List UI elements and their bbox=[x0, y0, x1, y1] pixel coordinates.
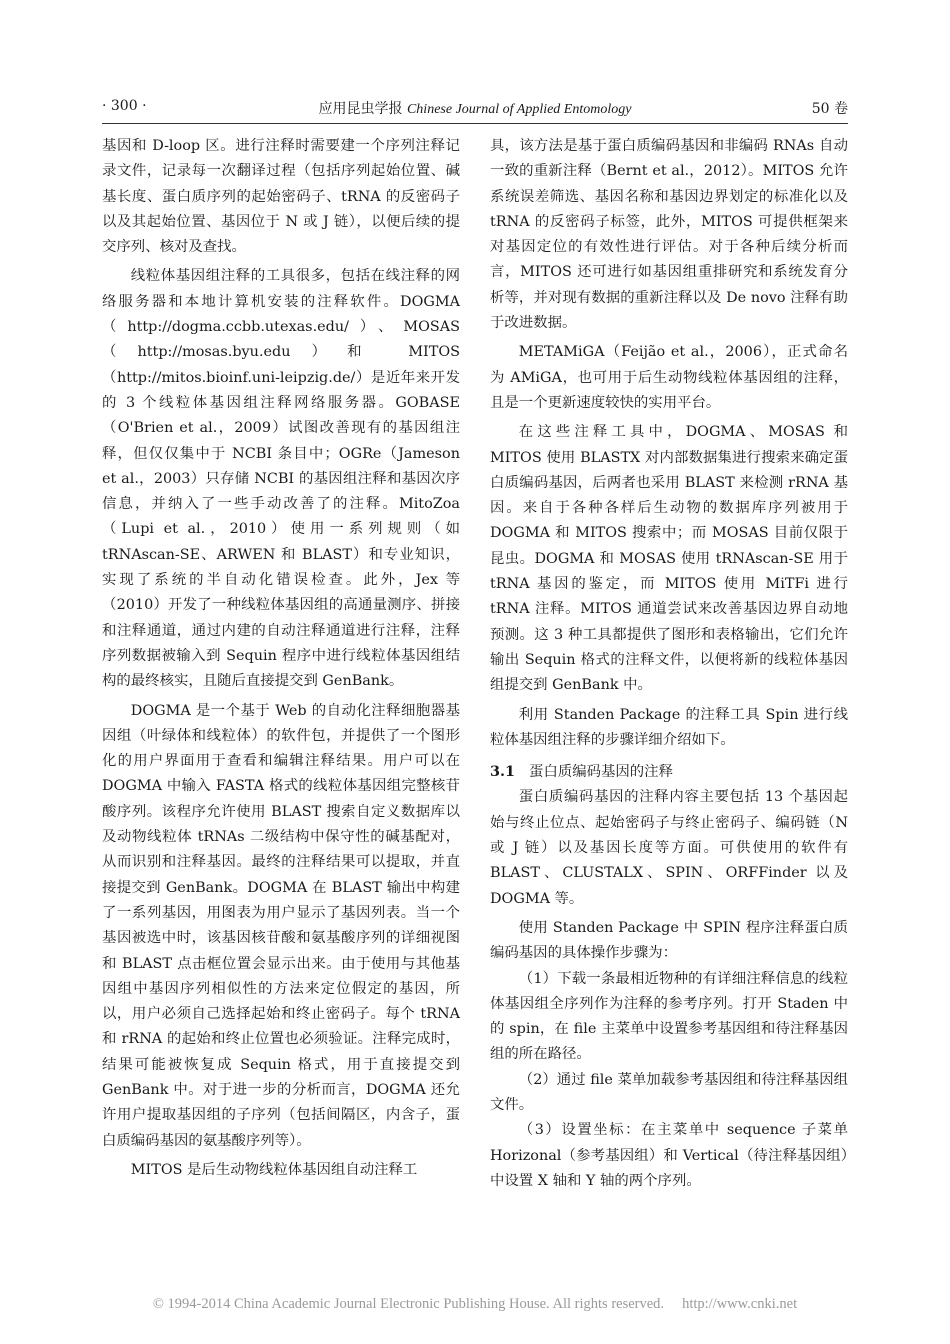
paragraph: 在这些注释工具中，DOGMA、MOSAS 和 MITOS 使用 BLASTX 对内部数据集进行搜索来确定蛋白质编码基因，后两者也采用 BLAST 来检测 rRNA 基因。来自于各种各样后生动物的数据库序列被用于 DOGMA 和 MITOS 搜索中；而 MOSAS 目前仅限于昆虫。DOGMA 和 MOSAS 使用 tRNAscan-SE 用于 tRNA 基因的鉴定，而 MITOS 使用 MiTFi 进行 tRNA 注释。MITOS 通道尝试来改善基因边界自动地预测。这 3 种工具都提供了图形和表格输出，它们允许输出 Sequin 格式的注释文件，以便将新的线粒体基因组提交到 GenBank 中。 bbox=[490, 424, 848, 694]
section-number: 3.1 bbox=[490, 763, 516, 781]
section-title: 蛋白质编码基因的注释 bbox=[529, 764, 673, 781]
right-column bbox=[490, 134, 848, 1194]
journal-title-cn: 应用昆虫学报 bbox=[318, 101, 403, 117]
paragraph: 具，该方法是基于蛋白质编码基因和非编码 RNAs 自动一致的重新注释（Bernt et al.，2012）。MITOS 允许系统误差筛选、基因名称和基因边界划定的标准化以及 tRNA 的反密码子标签，此外，MITOS 可提供框架来对基因定位的有效性进行评估。对于各种后续分析而言，MITOS 还可进行如基因组重排研究和系统发育分析等，并对现有数据的重新注释以及 De novo 注释有助于改进数据。 bbox=[490, 138, 848, 332]
footer-url: http://www.cnki.net bbox=[682, 1296, 798, 1312]
journal-title bbox=[102, 98, 848, 118]
paragraph: 蛋白质编码基因的注释内容主要包括 13 个基因起始与终止位点、起始密码子与终止密码子、编码链（N 或 J 链）以及基因长度等方面。可供使用的软件有 BLAST、CLUSTALX、SPIN、ORFFinder 以及 DOGMA 等。 bbox=[490, 789, 848, 907]
header-rule bbox=[102, 123, 848, 124]
journal-title-en: Chinese Journal of Applied Entomology bbox=[406, 102, 632, 117]
copyright-text: © 1994-2014 China Academic Journal Electronic Publishing House. All rights reserved. bbox=[152, 1296, 665, 1312]
running-header bbox=[102, 96, 848, 122]
paragraph: DOGMA 是一个基于 Web 的自动化注释细胞器基因组（叶绿体和线粒体）的软件包，并提供了一个图形化的用户界面用于查看和编辑注释结果。用户可以在 DOGMA 中输入 FASTA 格式的线粒体基因组完整核苷酸序列。该程序允许使用 BLAST 搜索自定义数据库以及动物线粒体 tRNAs 二级结构中保守性的碱基配对，从而识别和注释基因。最终的注释结果可以提取，并直接提交到 GenBank。DOGMA 在 BLAST 输出中构建了一系列基因，用图表为用户显示了基因列表。当一个基因被选中时，该基因核苷酸和氨基酸序列的详细视图和 BLAST 点击框位置会显示出来。由于使用与其他基因组中基因序列相似性的方法来定位假定的基因，所以，用户必须自己选择起始和终止密码子。每个 tRNA 和 rRNA 的起始和终止位置也必须验证。注释完成时，结果可能被恢复成 Sequin 格式，用于直接提交到 GenBank 中。对于进一步的分析而言，DOGMA 还允许用户提取基因组的子序列（包括间隔区，内含子，蛋白质编码基因的氨基酸序列等）。 bbox=[102, 702, 460, 1149]
paragraph: 使用 Standen Package 中 SPIN 程序注释蛋白质编码基因的具体操作步骤为： bbox=[490, 919, 848, 962]
paragraph: METAMiGA（Feijão et al.，2006），正式命名为 AMiGA，也可用于后生动物线粒体基因组的注释，且是一个更新速度较快的实用平台。 bbox=[490, 344, 848, 411]
left-column bbox=[102, 134, 460, 1183]
volume-label: 50 卷 bbox=[811, 101, 848, 117]
paragraph: 线粒体基因组注释的工具很多，包括在线注释的网络服务器和本地计算机安装的注释软件。DOGMA（http://dogma.ccbb.utexas.edu/）、MOSAS（http://mosas.byu.edu）和 MITOS（http://mitos.bioinf.uni-leipzig.de/）是近年来开发的 3 个线粒体基因组注释网络服务器。GOBASE（O'Brien et al.，2009）试图改善现有的基因组注释，但仅仅集中于 NCBI 条目中；OGRe（Jameson et al.，2003）只存储 NCBI 的基因组注释和基因次序信息，并纳入了一些手动改善了的注释。MitoZoa（Lupi et al.，2010）使用一系列规则（如 tRNAscan-SE、ARWEN 和 BLAST）和专业知识，实现了系统的半自动化错误检查。此外，Jex 等（2010）开发了一种线粒体基因组的高通量测序、拼接和注释通道，通过内建的自动注释通道进行注释，注释序列数据被输入到 Sequin 程序中进行线粒体基因组结构的最终核实，且随后直接提交到 GenBank。 bbox=[102, 268, 460, 690]
paragraph: （1）下载一条最相近物种的有详细注释信息的线粒体基因组全序列作为注释的参考序列。打开 Staden 中的 spin，在 file 主菜单中设置参考基因组和待注释基因组的所在路径。 bbox=[490, 970, 848, 1063]
copyright-footer bbox=[0, 1296, 950, 1313]
paragraph: 基因和 D-loop 区。进行注释时需要建一个序列注释记录文件，记录每一次翻译过程（包括序列起始位置、碱基长度、蛋白质序列的起始密码子、tRNA 的反密码子以及其起始位置、基因位于 N 或 J 链），以便后续的提交序列、核对及查找。 bbox=[102, 138, 460, 256]
section-heading bbox=[490, 759, 848, 785]
paragraph: MITOS 是后生动物线粒体基因组自动注释工 bbox=[130, 1161, 418, 1178]
paragraph: 利用 Standen Package 的注释工具 Spin 进行线粒体基因组注释的步骤详细介绍如下。 bbox=[490, 706, 848, 748]
page-number: · 300 · bbox=[102, 98, 147, 114]
paragraph: （2）通过 file 菜单加载参考基因组和待注释基因组文件。 bbox=[490, 1071, 848, 1113]
paragraph: （3）设置坐标：在主菜单中 sequence 子菜单 Horizonal（参考基因组）和 Vertical（待注释基因组）中设置 X 轴和 Y 轴的两个序列。 bbox=[490, 1122, 848, 1189]
